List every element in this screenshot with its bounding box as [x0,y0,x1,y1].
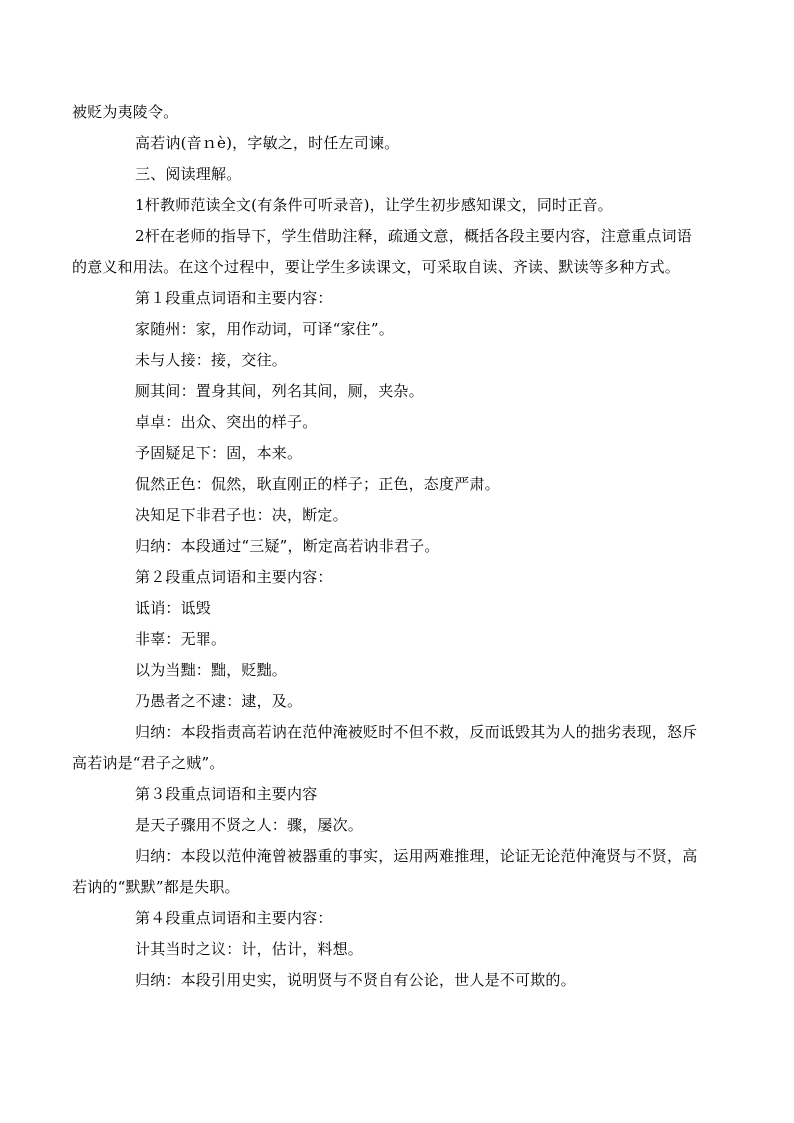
vocab-item: 以为当黜：黜，贬黜。 [135,661,288,679]
vocab-item: 家随州：家，用作动词，可译“家住”。 [135,320,394,338]
summary-line: 归纳：本段引用史实，说明贤与不贤自有公论，世人是不可欺的。 [135,971,576,989]
vocab-item: 决知足下非君子也：决，断定。 [135,506,348,524]
text-line: 2杆在老师的指导下，学生借助注释，疏通文意，概括各段主要内容，注意重点词语 [135,227,692,245]
vocab-item: 是天子骤用不贤之人：骤，屡次。 [135,816,364,834]
text-line: 的意义和用法。在这个过程中，要让学生多读课文，可采取自读、齐读、默读等多种方式。 [72,258,681,276]
summary-line: 归纳：本段指责高若讷在范仲淹被贬时不但不救，反而诋毁其为人的拙劣表现，怒斥 [135,723,698,741]
paragraph-heading: 第３段重点词语和主要内容 [135,785,318,803]
summary-line: 若讷的“默默”都是失职。 [72,878,240,896]
section-heading: 三、阅读理解。 [135,165,242,183]
vocab-item: 计其当时之议：计，估计，料想。 [135,940,364,958]
paragraph-heading: 第１段重点词语和主要内容： [135,289,333,307]
summary-line: 归纳：本段以范仲淹曾被器重的事实，运用两难推理，论证无论范仲淹贤与不贤，高 [135,847,698,865]
paragraph-heading: 第４段重点词语和主要内容： [135,909,333,927]
text-line: 高若讷(音ｎè)，字敏之，时任左司谏。 [135,134,400,152]
paragraph-heading: 第２段重点词语和主要内容： [135,568,333,586]
vocab-item: 非辜：无罪。 [135,630,227,648]
text-line: 1杆教师范读全文(有条件可听录音)，让学生初步感知课文，同时正音。 [135,196,613,214]
vocab-item: 卓卓：出众、突出的样子。 [135,413,318,431]
vocab-item: 未与人接：接，交往。 [135,351,288,369]
vocab-item: 侃然正色：侃然，耿直刚正的样子；正色，态度严肃。 [135,475,500,493]
vocab-item: 厕其间：置身其间，列名其间，厕，夹杂。 [135,382,424,400]
text-line: 被贬为夷陵令。 [72,103,179,121]
summary-line: 高若讷是“君子之贼”。 [72,754,225,772]
vocab-item: 乃愚者之不逮：逮，及。 [135,692,303,710]
summary-line: 归纳：本段通过“三疑”，断定高若讷非君子。 [135,537,440,555]
vocab-item: 予固疑足下：固，本来。 [135,444,303,462]
vocab-item: 诋诮：诋毁 [135,599,212,617]
